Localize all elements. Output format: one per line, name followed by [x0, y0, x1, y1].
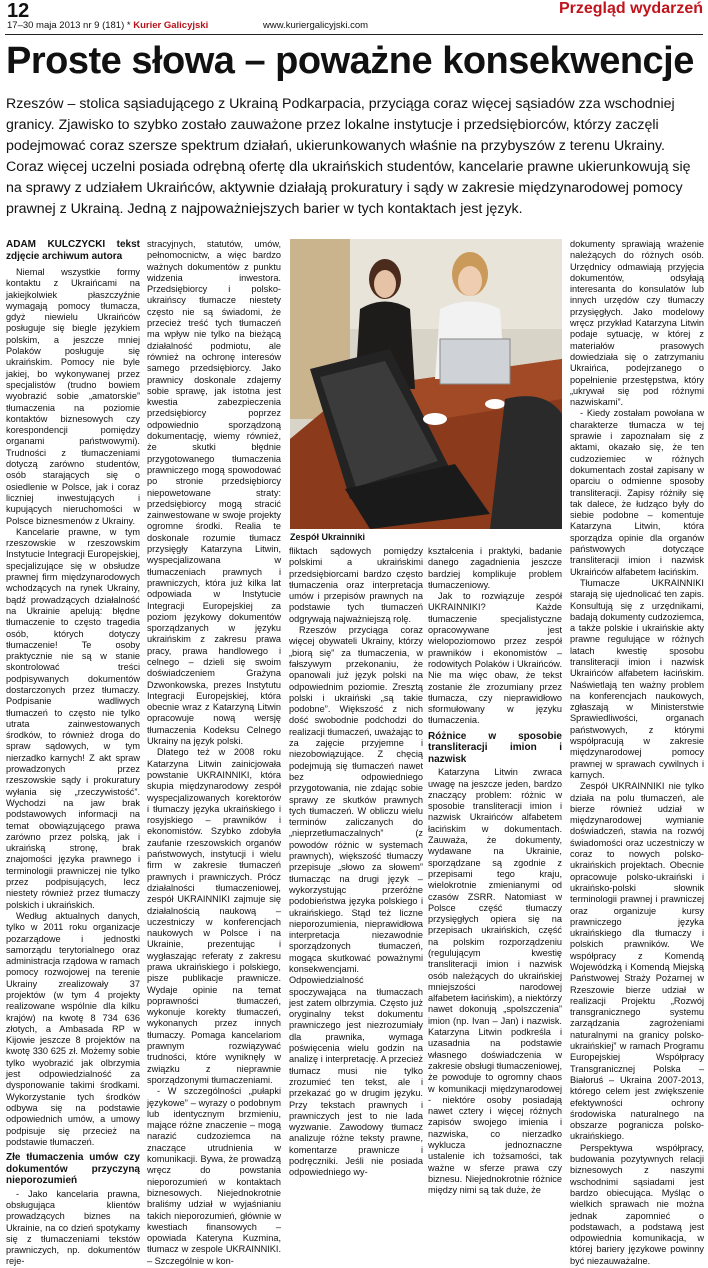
paragraph: Tłumacze UKRAINNIKI starają się ujednolicać ten zapis. Konsultują się z urzędnikami, badają dokumenty cudzoziemca, a także polskie i ukraińskie akty prawne regulujące w różnych latach kwestię sposobu transliteracji imion i nazwisk Ukraińców alfabetem łacińskim. Naświetlają ten ważny problem na konferencjach naukowych, zgłaszają w Ministerstwie Sprawiedliwości, organach państwowych, z którymi współpracują w zakresie międzynarodowej pomocy prawnej w sprawach cywilnych i karnych.	[570, 577, 704, 780]
article-headline: Proste słowa – poważne konsekwencje	[6, 40, 694, 82]
column-3	[289, 546, 423, 1178]
issue-line	[7, 20, 208, 31]
article-lead: Rzeszów – stolica sąsiadującego z Ukrainą Podkarpacia, przyciąga coraz więcej sąsiadów zza wschodniej granicy. Zjawisko to szybko zostało zauważone przez lokalne instytucje i przedsiębiorców, którzy zaczęli podejmować coraz szersze spektrum działań, ukierunkowanych właśnie na przybyszów z terenu Ukrainy. Coraz więcej uczelni posiada odrębną ofertę dla ukraińskich studentów, kancelarie prawne ukierunkowują się na sprawy z udziałem Ukraińców, aktywnie działają prokuratury i sądy w zakresie międzynarodowej pomocy prawnej z Ukrainą. Jedną z najpoważniejszych barier w tych kontaktach jest język.	[6, 96, 691, 217]
subheading: Złe tłumaczenia umów czy dokumentów przyczyną nieporozumień	[6, 1152, 140, 1187]
page-number: 12	[7, 0, 30, 22]
section-title: Przegląd wydarzeń	[558, 0, 703, 17]
paragraph: dokumenty sprawiają wrażenie należących do różnych osób. Urzędnicy odmawiają przyjęcia dokumentów, odsyłają interesanta do konsulatów lub innych urzędów czy tłumaczy przysięgłych. Jako modelowy wręcz przykład Katarzyna Litwin podaje sytuację, w której z materiałów prasowych dowiedziała się o zatrzymaniu Ukraińca, podejrzanego o popełnienie przestępstwa, który „ukrywał się pod różnymi nazwiskami”.	[570, 239, 704, 408]
paragraph: Rzeszów przyciąga coraz więcej obywateli Ukrainy, którzy „biorą się” za tłumaczenia, w fałszywym przekonaniu, że opanowali już język polski na odpowiednim poziomie. Zresztą polski i ukraiński „są takie podobne”. Większość z nich dość swobodnie podchodzi do realizacji tłumaczeń, uważając to za zajęcie przyjemne i niezobowiązujące. Z chęcią podejmują się tłumaczeń nawet bez odpowiedniego przygotowania, nie zdając sobie sprawy ze skutków prawnych tych tłumaczeń. W obliczu wielu terminów zaliczanych do „nieprzetłumaczalnych” (z powodów różnic w systemach prawnych), większość tłumaczy przepisuje „słowo za słowem” tłumacząc na drugi język – wykorzystując przeróżne podobieństwa języka polskiego i ukraińskiego. Stąd też liczne nieporozumienia, nieprawidłowa interpretacja niezawodnie sporządzonych tłumaczeń, mogąca skutkować poważnymi konsekwencjami. Odpowiedzialność spoczywająca na tłumaczach jest zatem olbrzymia. Często już oryginalny tekst dokumentu prawniczego jest niezrozumiały dla prawnika, wymaga poświęcenia wielu godzin na analizę i interpretację. A przecież tłumacz musi nie tylko zrozumieć ten tekst, ale i przekazać go w drugim języku. Przy tekstach prawnych i prawniczych jest to nie lada wyzwanie. Zawodowy tłumacz analizuje różne teksty prawne, komentarze prawnicze i podręczniki. Jeśli nie posiada odpowiedniego wy-	[289, 625, 423, 1178]
website-url[interactable]: www.kuriergalicyjski.com	[263, 20, 369, 31]
paragraph: stracyjnych, statutów, umów, pełnomocnictw, a więc bardzo ważnych dokumentów z punktu widzenia inwestora. Przedsiębiorcy i polsko-ukraińscy tłumacze niestety często nie są świadomi, że przecież treść tych tłumaczeń ma wpływ nie tylko na bieżącą działalność podmiotu, ale również na ochronę interesów samego przedsiębiorcy. Jako prawnicy doskonale zdajemy sobie sprawę, jak istotna jest kwestia zabezpieczenia przedsiębiorcy poprzez odpowiednio sporządzoną dokumentację, wiemy również, że skutki błędnie przygotowanego tłumaczenia prawniczego mogą spowodować po stronie przedsiębiorcy niepowetowane straty: przedsiębiorcy mogą stracić zainwestowane w swoje projekty ogromne środki. Realia te doskonale rozumie tłumacz przysięgły Katarzyna Litwin, wyspecjalizowana w tłumaczeniach prawnych i prawniczych, która już kilka lat odpowiada w Instytucie Integracji Europejskiej za poziom językowy dokumentów sporządzanych w języku ukraińskim z zakresu prawa pracy, prawa handlowego i celnego – dzieli się swoim doświadczeniem Grażyna Dzwonkowska, prezes Instytutu Integracji Europejskiej, która obecnie wraz z Katarzyną Litwin opracowuje nową wersję tłumaczenia Kodeksu Celnego Ukrainy na język polski.	[147, 239, 281, 747]
paragraph: Zespół UKRAINNIKI nie tylko działa na polu tłumaczeń, ale bierze również udział w międzynarodowej wymianie doświadczeń, stawia na rozwój świadomości oraz uczestniczy w coraz to nowych polsko-ukraińskich projektach. Obecnie opracowuje polsko-ukraiński i ukraińsko-polski słownik terminologii prawnej i prawniczej oraz organizuje kursy prawniczego języka ukraińskiego dla tłumaczy i polskich prawników. We współpracy z Komendą Wojewódzką i Komendą Miejską Państwowej Straży Pożarnej w Rzeszowie bierze udział w realizacji Projektu „Rozwój transgranicznego systemu zarządzania zagrożeniami naturalnymi na granicy polsko-ukraińskiej” w ramach Programu Europejskiej Współpracy Transgranicznej Polska – Białoruś – Ukraina 2007-2013, którego celem jest zwiększenie efektywności ochrony środowiska naturalnego na obszarze pogranicza polsko-ukraińskiego.	[570, 781, 704, 1142]
paragraph: Według aktualnych danych, tylko w 2011 roku organizacje pozarządowe i jednostki samorządu terytorialnego oraz administracja rządowa w ramach pomocy rozwojowej na terenie Ukrainy zrealizowały 37 projektów (w tym 4 projekty realizowane wspólnie dla kilku krajów) na kwotę 8 734 636 złotych, a Ambasada RP w Kijowie jeszcze 8 projektów na kwotę 330 625 zł. Możemy sobie tylko wyobrazić jak olbrzymia jest odpowiedzialność za dysponowanie takimi środkami. Wykorzystanie tych środków odbywa się na podstawie odpowiednich umów, a umowy podpisuje się przecież na podstawie tłumaczeń.	[6, 910, 140, 1147]
column-1	[6, 239, 140, 1267]
column-2	[147, 239, 281, 1266]
paper-name: Kurier Galicyjski	[133, 20, 209, 31]
paragraph: fliktach sądowych pomiędzy polskimi a ukraińskimi przedsiębiorcami bardzo często tłumaczenia oraz interpretacja umów i przepisów prawnych na podstawie tych tłumaczeń odgrywają najważniejszą rolę.	[289, 546, 423, 624]
paragraph: Katarzyna Litwin zwraca uwagę na jeszcze jeden, bardzo znaczący problem: różnic w sposobie transliteracji imion i nazwisk Ukraińców alfabetem łacińskim w dokumentach. Zauważa, że dokumenty, wydawane na Ukrainie, sporządzane są zgodnie z przepisami tego kraju, wielokrotnie zmienianymi od czasów ZSRR. Natomiast w Polsce część tłumaczy przysięgłych opiera się na przepisach ukraińskich, część na polskim rozporządzeniu (regulującym kwestię transliteracji imion i nazwisk osób należących do ukraińskiej mniejszości narodowej alfabetem łacińskim), a niektórzy nawet dokonują „spolszczenia” imion (np. Ivan – Jan) i nazwisk. Katarzyna Litwin podkreśla i uzasadnia na podstawie własnego doświadczenia w zakresie obsługi tłumaczeniowej, że powoduje to ogromny chaos w komunikacji międzynarodowej - niektóre osoby posiadają nawet cztery i więcej różnych zapisów swojego imienia i nazwiska, co nierzadko wyklucza jednoznaczne ustalenie ich tożsamości, tak ważne w sferze prawa czy biznesu. Niejednokrotnie różnice między nimi są tak duże, że	[428, 767, 562, 1196]
paragraph: kształcenia i praktyki, badanie danego zagadnienia jeszcze bardziej komplikuje problem tłumaczeniowy.	[428, 546, 562, 590]
column-5	[570, 239, 704, 1266]
team-photo	[290, 239, 562, 529]
paragraph: - W szczególności „pułapki językowe” – wyrazy o podobnym lub identycznym brzmieniu, mające różne znaczenie – mogą narazić cudzoziemca na znaczące utrudnienia w komunikacji. Bywa, że prowadzą wręcz do powstania nieporozumień w kontaktach biznesowych. Niejednokrotnie braliśmy udział w wyjaśnianiu takich nieporozumień, głównie w kwestiach finansowych – opowiada Katerynа Kuzmina, tłumacz w zespole UKRAINNIKI. – Szczególnie w kon-	[147, 1086, 281, 1266]
subheading: Różnice w sposobie transliteracji imion i nazwisk	[428, 730, 562, 765]
paragraph: - Jako kancelaria prawna, obsługująca klientów prowadzących biznes na Ukrainie, na co dzień spotykamy się z tłumaczeniami tekstów prawniczych, np. dokumentów reje-	[6, 1188, 140, 1267]
page-header	[5, 0, 703, 35]
column-4	[428, 546, 562, 1196]
paragraph: - Kiedy zostałam powołana w charakterze tłumacza w tej sprawie i zapoznałam się z aktami, okazało się, że ten cudzoziemiec w różnych dokumentach został zapisany w oparciu o odmienne sposoby transliteracji. Zapisy różniły się tak dalece, że łudząco były do siebie podobne – komentuje Katarzyna Litwin, która sporządza opinie dla organów państwowych dotyczące transliteracji imion i nazwisk Ukraińców alfabetem łacińskim.	[570, 408, 704, 577]
paragraph: Perspektywa współpracy, budowania pozytywnych relacji biznesowych z naszymi wschodnimi sąsiadami jest bardzo obiecująca. Myśląc o wielkich sprawach nie można jednak zapomnieć o podstawach, a podstawą jest odpowiednia komunikacja, w której bariery językowe powinny być niezauważalne.	[570, 1142, 704, 1266]
paragraph: Dlatego też w 2008 roku Katarzyna Litwin zainicjowała powstanie UKRAINNIKI, która skupia międzynarodowy zespół wyspecjalizowanych korektorów i tłumaczy języka ukraińskiego i rosyjskiego – prawników i ekonomistów. Szybko zdobyła zaufanie rzeszowskich organów państwowych, instytucji i wielu firm w zakresie tłumaczeń prawnych i prawniczych. Prócz działalności tłumaczeniowej, zespół UKRAINNIKI zajmuje się działalnością naukową – uczestniczy w konferencjach naukowych w Polsce i na Ukrainie, prezentując i wygłaszając referaty z zakresu prawa ukraińskiego i polskiego, pisze publikacje prawnicze. Wydaje opinie na temat poprawności tłumaczeń, wykonuje korekty tłumaczeń, wykonanych przez innych tłumaczy. Pomaga kancelariom prawnym rozwiązywać trudności, które wyniknęły w związku z nieprawnie sporządzonymi tłumaczeniami.	[147, 747, 281, 1085]
team-photo-image	[290, 239, 562, 529]
author-byline: ADAM KULCZYCKI tekst zdjęcie archiwum autora	[6, 239, 140, 262]
paragraph: Jak to rozwiązuje zespół UKRAINNIKI? Każde tłumaczenie specjalistyczne opracowywane jest wielopoziomowo przez zespół prawników i ekonomistów – rodowitych Polaków i Ukraińców. Nie ma więc obaw, że tekst zostanie źle zrozumiany przez tłumacza, czy niepr​awidłowo sformułowany w języku tłumaczenia.	[428, 591, 562, 726]
photo-caption: Zespół Ukrainniki	[290, 532, 366, 542]
issue-date: 17–30 maja 2013 nr 9 (181) *	[7, 20, 134, 31]
paragraph: Niemal wszystkie formy kontaktu z Ukraińcami na jakiejkolwiek płaszczyźnie wymagają pomocy tłumacza, gdyż niewielu Ukraińców posługuje się biegle językiem polskim, a jeszcze mniej Polaków posługuje się ukraińskim. Pomocy nie byle jakiej, bo wykonywanej przez specjalistów (trudno bowiem wyobrazić sobie „amatorskie” tłumaczenia na poziomie kontaktów biznesowych czy korespondencji pomiędzy organami państwowymi). Trudności z tłumaczeniami dotyczą zarówno studentów, osób starających się o osiedlenie w Polsce, jak i coraz liczniej inwestujących i kupujących nieruchomości w Polsce biznesmenów z Ukrainy.	[6, 267, 140, 526]
paragraph: Kancelarie prawne, w tym rzeszowskie w rzeszowskim Instytucie Integracji Europejskiej, specjalizujące się w obsłudze prawnej firm międzynarodowych wchodzących na rynek Ukrainy, bądź prowadzących działalność na Ukrainie apelują: błędne tłumaczenie to często tragedia osób, których dotyczy tłumaczenie! Te osoby praktycznie nie są w stanie skontrolować treści podpisywanych dokumentów dostarczonych przez tłumaczy. Podpisanie wadliwych tłumaczeń to często nie tylko utrata zainwestowanych środków, to również droga do spraw sądowych, w tym nierzadko karnych! Z akt spraw prowadzonych przez rzeszowskie sądy i prokuratury wyłania się „rzeczywistość”. Wychodzi na jaw brak podstawowych informacji na temat obowiązującego prawa zarówno przez polską, jak i ukraińską stronę, brak znajomości języka prawnego i terminologii prawniczej nie tylko przez podpisujących, lecz niestety również przez tłumaczy polskich i ukraińskich.	[6, 526, 140, 910]
